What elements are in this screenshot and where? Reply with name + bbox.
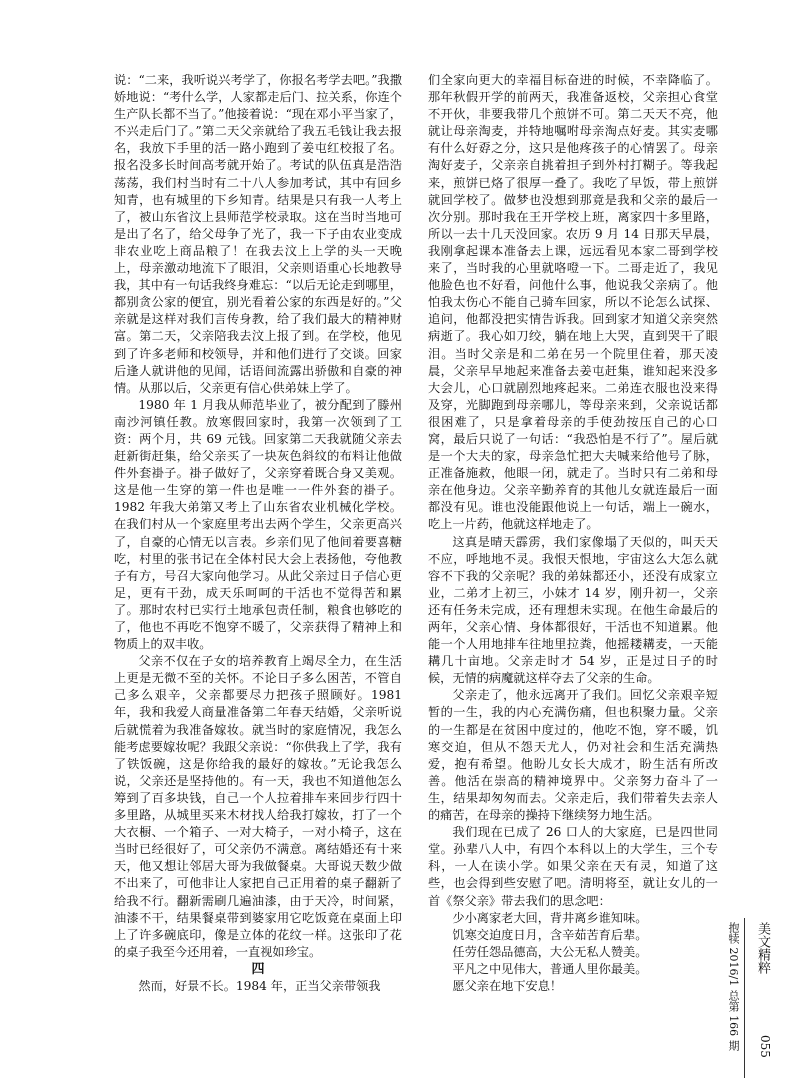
section-heading: 四 (251, 961, 265, 977)
right-column (428, 72, 718, 995)
journal-issue: 抱犊 2016/1 总第 166 期 (727, 922, 740, 1051)
poem-line: 任劳任怨品德高，大公无私人赞美。 (452, 944, 648, 959)
paragraph: 说：“二来，我听说兴考学了，你报名考学去吧。”我撒娇地说：“考什么学，人家都走后门、拉关系，你连个生产队长都不当了。”他接着说：“现在邓小平当家了，不兴走后门了。”第二天父亲就给了我五毛钱让我去报名，我放下手里的活一路小跑到了姜屯红校报了名。报名没多长时间高考就开始了。考试的队伍真是浩浩荡荡，我们村当时有二十八人参加考试，其中有回乡知青，也有城里的下乡知青。结果是只有我一人考上了，被山东省汶上县师范学校录取。这在当时当地可是出了名了，给父母争了光了，我一下子由农业变成非农业吃上商品粮了！在我去汶上上学的头一天晚上，母亲激动地流下了眼泪，父亲则语重心长地教导我，其中有一句话我终身难忘：“以后无论走到哪里，都别贪公家的便宜，别光看着公家的东西是好的。”父亲就是这样对我们言传身教，给了我们最大的精神财富。第二天，父亲陪我去汶上报了到。在学校，他见到了许多老师和校领导，并和他们进行了交谈。回家后逢人就讲他的见闻，话语间流露出骄傲和自豪的神情。从那以后，父亲更有信心供弟妹上学了。 (114, 73, 402, 395)
paragraph: 然而，好景不长。1984 年，正当父亲带领我 (138, 978, 381, 993)
column-name: 美文精粹 (755, 922, 770, 974)
paragraph: 父亲走了，他永远离开了我们。回忆父亲艰辛短暂的一生，我的内心充满伤痛，但也积聚力量。父亲的一生都是在贫困中度过的，他吃不饱，穿不暖，饥寒交迫，但从不怨天尤人，仍对社会和生活充满热爱，抱有希望。他盼儿女长大成才，盼生活有所改善。他活在崇高的精神境界中。父亲努力奋斗了一生，结果却匆匆而去。父亲走后，我们带着失去亲人的痛苦，在母亲的操持下继续努力地生活。 (428, 688, 718, 823)
paragraph: 们全家向更大的幸福目标奋进的时候，不幸降临了。那年秋假开学的前两天，我准备返校，父亲担心食堂不开伙，非要我带几个煎饼不可。第二天天不亮，他就让母亲淘麦，并特地嘱咐母亲淘点好麦。其实麦哪有什么好孬之分，这只是他疼孩子的心情罢了。母亲淘好麦子，父亲亲自挑着担子到外村打糊子。等我起来，煎饼已烙了很厚一叠了。我吃了早饭，带上煎饼就回学校了。做梦也没想到那竟是我和父亲的最后一次分别。那时我在王开学校上班，离家四十多里路，所以一去十几天没回家。农历 9 月 14 日那天早晨，我刚拿起课本准备去上课，远远看见本家二哥到学校来了，当时我的心里就咯噔一下。二哥走近了，我见他脸色也不好看，问他什么事，他说我父亲病了。他怕我太伤心不能自己骑车回家，所以不论怎么试探、追问，他都没把实情告诉我。回到家才知道父亲突然病逝了。我心如刀绞，躺在地上大哭，直到哭干了眼泪。当时父亲是和二弟在另一个院里住着，那天凌晨，父亲早早地起来准备去姜屯赶集，谁知起来没多大会儿，心口就剧烈地疼起来。二弟连衣服也没来得及穿，光脚跑到母亲哪儿，等母亲来到，父亲说话都很困难了，只是拿着母亲的手使劲按压自己的心口窝，最后只说了一句话：“我恐怕是不行了”。屋后就是一个大夫的家，母亲急忙把大夫喊来给他号了脉，正准备施救，他眼一闭，就走了。当时只有二弟和母亲在他身边。父亲辛勤养育的其他儿女就连最后一面都没有见。谁也没能跟他说上一句话，端上一碗水，吃上一片药，他就这样地走了。 (428, 73, 718, 532)
paragraph: 这真是晴天霹雳，我们家像塌了天似的，叫天天不应，呼地地不灵。我恨天恨地，宇宙这么大怎么就容不下我的父亲呢？我的弟妹都还小，还没有成家立业，二弟才上初三，小妹才 14 岁，刚升初一，父亲还有任务未完成，还有理想未实现。在他生命最后的两年，父亲心情、身体都很好，干活也不知道累。他能一个人用地排车往地里拉粪，他摇耧耩麦，一天能耩几十亩地。父亲走时才 54 岁，正是过日子的时候，无情的病魔就这样夺去了父亲的生命。 (428, 534, 718, 686)
poem-line: 愿父亲在地下安息！ (452, 978, 563, 993)
margin-divider (744, 918, 745, 1078)
poem-line: 饥寒交迫度日月，含辛茹苦育后辈。 (452, 927, 648, 942)
paragraph: 我们现在已成了 26 口人的大家庭，已是四世同堂。孙辈八人中，有四个本科以上的大学生，三个专科，一人在读小学。如果父亲在天有灵，知道了这些，也会得到些安慰了吧。清明将至，就让女儿的一首《祭父亲》带去我们的思念吧： (428, 825, 718, 908)
page-number: 055 (758, 1035, 772, 1058)
poem (428, 910, 718, 995)
paragraph: 父亲不仅在子女的培养教育上竭尽全力，在生活上更是无微不至的关怀。不论日子多么困苦，不管自己多么艰辛，父亲都要尽力把孩子照顾好。1981 年，我和我爱人商量准备第二年春天结婚，父亲听说后就慌着为我准备嫁妆。就当时的家庭情况，我怎么能考虑要嫁妆呢？我跟父亲说：“你供我上了学，我有了铁饭碗，这是你给我的最好的嫁妆。”无论我怎么说，父亲还是坚持他的。有一天，我也不知道他怎么筹到了百多块钱，自己一个人拉着排车来回步行四十多里路，从城里买来木材找人给我打嫁妆，打了一个大衣橱、一个箱子、一对大椅子，一对小椅子，这在当时已经很好了，可父亲仍不满意。离结婚还有十来天，他又想让邻居大哥为我做餐桌。大哥说天数少做不出来了，可他非让人家把自己正用着的桌子翻新了给我不行。翻新需刷几遍油漆，由于天冷，时间紧，油漆不干，结果餐桌带到婆家用它吃饭竟在桌面上印上了许多碗底印，像是立体的花纹一样。这张印了花的桌子我至今还用着，一直视如珍宝。 (114, 654, 402, 959)
poem-line: 少小离家老大回，背井离乡谁知味。 (452, 910, 648, 925)
poem-line: 平凡之中见伟大，普通人里你最美。 (452, 961, 648, 976)
paragraph: 1980 年 1 月我从师范毕业了，被分配到了滕州南沙河镇任教。放寒假回家时，我第一次领到了工资：两个月，共 69 元钱。回家第二天我就随父亲去赶新街赶集，给父亲买了一块灰色斜纹的布料让他做件外套褂子。褂子做好了，父亲穿着既合身又美观。这是他一生穿的第一件也是唯一一件外套的褂子。1982 年我大弟第又考上了山东省农业机械化学校。在我们村从一个家庭里考出去两个学生，父亲更高兴了，自豪的心情无以言表。乡亲们见了他间着要喜糖吃，村里的张书记在全体村民大会上表扬他，夸他教子有方，号召大家向他学习。从此父亲过日子信心更足，更有干劲，成天乐呵呵的干活也不觉得苦和累了。那时农村已实行土地承包责任制，粮食也够吃的了，他也不再吃不饱穿不暖了，父亲获得了精神上和物质上的双丰收。 (114, 397, 402, 652)
left-column (114, 72, 402, 995)
